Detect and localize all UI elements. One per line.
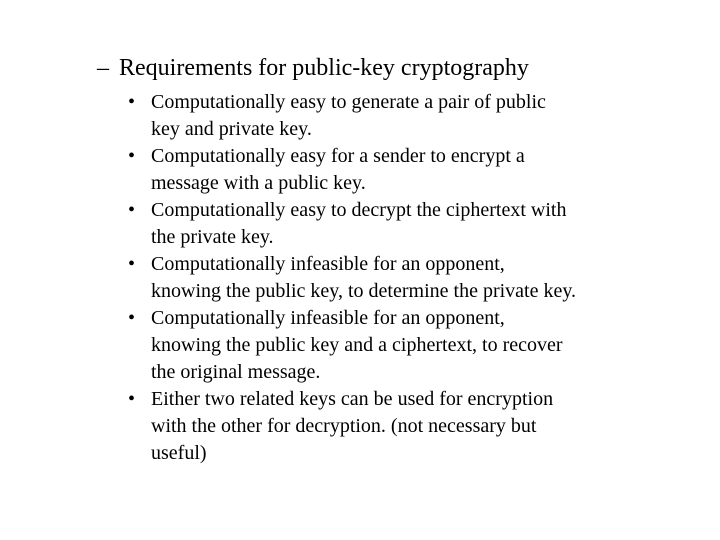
bullet-item-recover-message <box>128 305 688 386</box>
bullet-item-encrypt <box>128 143 688 197</box>
heading-text: Requirements for public-key cryptography <box>119 55 529 81</box>
bullet-marker: • <box>128 307 136 329</box>
slide-heading <box>97 52 697 84</box>
bullet-line: Computationally easy to decrypt the ciphertext with <box>151 199 567 221</box>
bullet-text <box>151 197 688 251</box>
bullet-item-decrypt <box>128 197 688 251</box>
bullet-line: message with a public key. <box>151 172 366 194</box>
bullet-line: knowing the public key, to determine the private key. <box>151 280 577 302</box>
bullet-item-determine-private-key <box>128 251 688 305</box>
bullet-line: Computationally infeasible for an opponent, <box>151 307 505 329</box>
bullet-line: Computationally easy to generate a pair of public <box>151 91 546 113</box>
bullet-line: the private key. <box>151 226 274 248</box>
bullet-marker: • <box>128 199 136 221</box>
bullet-item-keypair <box>128 89 688 143</box>
bullet-line: Either two related keys can be used for encryption <box>151 388 554 410</box>
bullet-line: useful) <box>151 442 207 464</box>
bullet-line: the original message. <box>151 361 321 383</box>
dash-bullet-marker: – <box>97 55 109 81</box>
bullet-marker: • <box>128 145 136 167</box>
bullet-text <box>151 89 688 143</box>
bullet-marker: • <box>128 388 136 410</box>
bullet-text <box>151 143 688 197</box>
bullet-line: Computationally infeasible for an opponent, <box>151 253 505 275</box>
bullet-line: Computationally easy for a sender to encrypt a <box>151 145 525 167</box>
bullet-line: knowing the public key and a ciphertext, to recover <box>151 334 563 356</box>
bullet-marker: • <box>128 253 136 275</box>
bullet-line: with the other for decryption. (not necessary but <box>151 415 537 437</box>
bullet-item-either-key <box>128 386 688 467</box>
bullet-text <box>151 251 688 305</box>
bullet-list <box>128 89 688 467</box>
bullet-line: key and private key. <box>151 118 312 140</box>
bullet-text <box>151 386 688 467</box>
bullet-marker: • <box>128 91 136 113</box>
bullet-text <box>151 305 688 386</box>
